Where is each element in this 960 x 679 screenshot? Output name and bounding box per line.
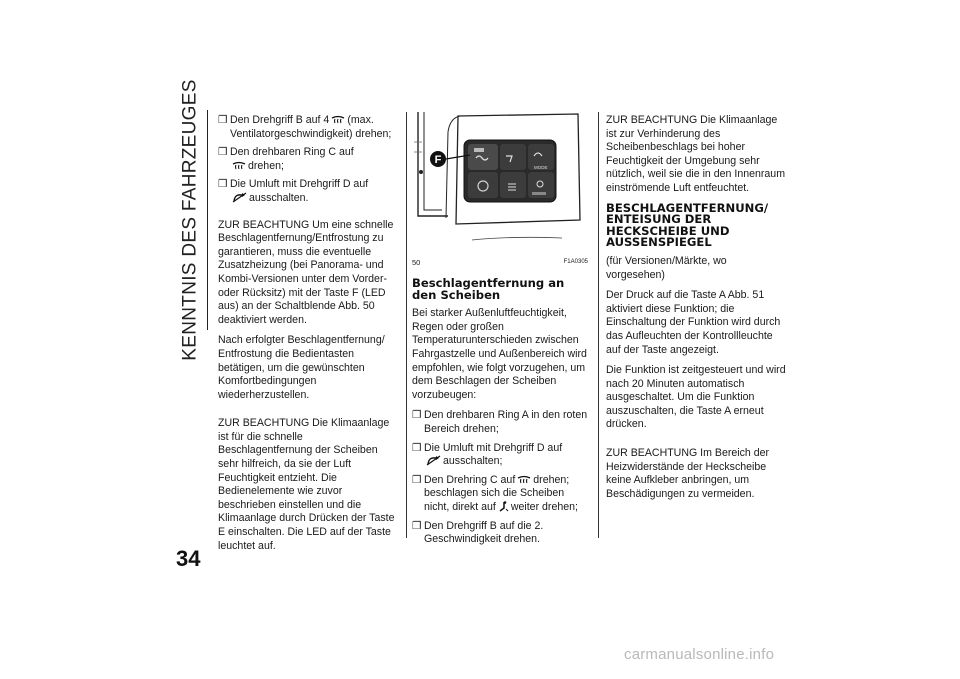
footwell-air-icon	[498, 501, 509, 512]
note-paragraph: ZUR BEACHTUNG Die Klimaanlage ist für die schnelle Beschlagentfernung der Scheiben sehr hilfreich, da sie der Luft Feuchtigkeit entzieht. Die Bedienelemente wie zuvor beschrieben einstellen und die Klimaanlage durch Drücken der Taste E einschalten. Die LED auf der Taste leuchtet auf.	[218, 417, 395, 552]
text-column-1	[218, 114, 398, 560]
recirculation-off-icon	[426, 455, 441, 466]
list-item: ❒ Die Umluft mit Drehgriff D auf ausschalten;	[412, 441, 563, 468]
list-item: ❒ Den Drehring C auf drehen; beschlagen sich die Scheiben nicht, direkt auf weiter drehen;	[412, 473, 578, 513]
paragraph: Die Funktion ist zeitgesteuert und wird nach 20 Minuten automatisch ausgeschaltet. Um die Funktion auszuschalten, die Taste A erneut drücken.	[606, 364, 786, 431]
list-item: ❒ Die Umluft mit Drehgriff D auf ausschalten.	[218, 178, 369, 204]
note-paragraph: ZUR BEACHTUNG Im Bereich der Heizwiderstände der Heckscheibe keine Aufkleber anbringen, um Beschädigungen zu vermeiden.	[606, 447, 770, 500]
mode-key-label: MODE	[534, 165, 548, 170]
paragraph: Der Druck auf die Taste A Abb. 51 aktiviert diese Funktion; die Einschaltung der Funktion wird durch das Aufleuchten der Kontrollleuchte auf der Taste angezeigt.	[606, 289, 781, 356]
callout-label: F	[434, 154, 442, 166]
section-heading: Beschlagentfernung an den Scheiben	[412, 276, 565, 302]
list-item: ❒ Den Drehgriff B auf 4 (max. Ventilatorgeschwindigkeit) drehen;	[218, 114, 392, 140]
paragraph: Bei starker Außenluftfeuchtigkeit, Regen oder großen Temperaturunterschieden zwischen Fahrgastzelle und Außenbereich wird empfohlen, wie folgt vorzugehen, um dem Beschlagen der Scheiben vorzubeugen:	[412, 307, 587, 401]
side-divider	[207, 110, 208, 330]
list-item: ❒ Den drehbaren Ring A in den roten Bereich drehen;	[412, 409, 588, 435]
side-section-title: KENNTNIS DES FAHRZEUGES	[180, 79, 202, 361]
note-paragraph: ZUR BEACHTUNG Um eine schnelle Beschlagentfernung/Entfrostung zu garantieren, muss die eventuelle Zusatzheizung (bei Panorama- und Kombi-Versionen unter dem Vorder- oder Rücksitz) mit der Taste F (LED aus) an der Schaltblende Abb. 50 deaktiviert werden.	[218, 218, 394, 326]
windshield-defrost-icon	[517, 475, 531, 485]
paragraph: (für Versionen/Märkte, wo vorgesehen)	[606, 254, 727, 281]
text-column-3	[606, 114, 786, 508]
control-panel-illustration	[412, 112, 588, 272]
recirculation-off-icon	[232, 192, 247, 203]
column-divider-1	[406, 112, 407, 538]
windshield-defrost-icon	[232, 161, 246, 171]
column-divider-2	[598, 112, 599, 538]
figure-control-panel	[412, 112, 588, 272]
section-heading: BESCHLAGENTFERNUNG/ ENTEISUNG DER HECKSCHEIBE UND AUSSENSPIEGEL	[606, 200, 769, 250]
watermark: carmanualsonline.info	[624, 646, 775, 663]
text-column-2	[412, 114, 588, 552]
list-item: ❒ Den Drehgriff B auf die 2. Geschwindigkeit drehen.	[412, 519, 544, 546]
list-item: ❒ Den drehbaren Ring C auf drehen;	[218, 146, 354, 172]
page-number: 34	[176, 546, 201, 571]
figure-label: 50	[412, 258, 421, 268]
paragraph: Nach erfolgter Beschlagentfernung/ Entfrostung die Bedientasten betätigen, um die gewünschten Komfortbedingungen wiederherzustellen.	[218, 334, 385, 401]
note-paragraph: ZUR BEACHTUNG Die Klimaanlage ist zur Verhinderung des Scheibenbeschlags bei hoher Feuchtigkeit der Umgebung sehr nützlich, weil sie die in den Innenraum einströmende Luft entfeuchtet.	[606, 114, 786, 194]
windshield-defrost-icon	[331, 115, 345, 125]
figure-code: F1A0305	[563, 259, 588, 266]
